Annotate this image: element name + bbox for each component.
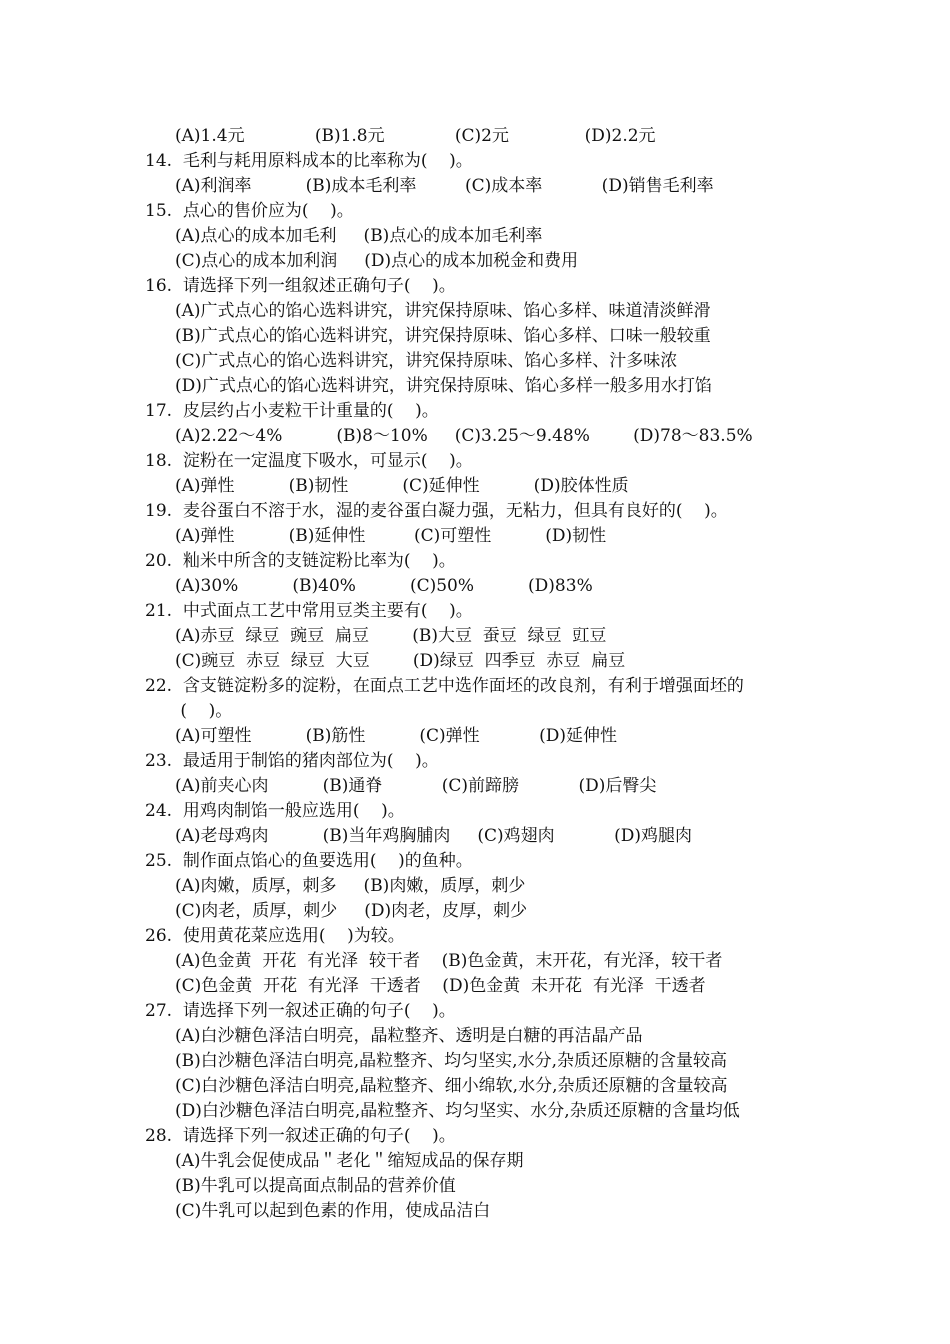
option-line: (D)广式点心的馅心选料讲究，讲究保持原味、馅心多样一般多用水打馅 (175, 376, 712, 396)
option-line: (C)牛乳可以起到色素的作用，使成品洁白 (175, 1201, 491, 1221)
option-line: (B)牛乳可以提高面点制品的营养价值 (175, 1176, 456, 1196)
option-line: (C)豌豆 赤豆 绿豆 大豆 (D)绿豆 四季豆 赤豆 扁豆 (175, 651, 626, 671)
question-line: 16. 请选择下列一组叙述正确句子( )。 (145, 276, 456, 296)
option-line: (A)牛乳会促使成品＂老化＂缩短成品的保存期 (175, 1151, 524, 1171)
option-line: (A)前夹心肉 (B)通脊 (C)前蹄膀 (D)后臀尖 (175, 776, 657, 796)
question-line: 24. 用鸡肉制馅一般应选用( )。 (145, 801, 405, 821)
option-line: (A)白沙糖色泽洁白明亮，晶粒整齐、透明是白糖的再洁晶产品 (175, 1026, 643, 1046)
option-line: (C)肉老，质厚，刺少 (D)肉老，皮厚，刺少 (175, 901, 528, 921)
option-line: (A)30% (B)40% (C)50% (D)83% (175, 576, 593, 596)
option-line: (A)弹性 (B)延伸性 (C)可塑性 (D)韧性 (175, 526, 607, 546)
option-line: (A)利润率 (B)成本毛利率 (C)成本率 (D)销售毛利率 (175, 176, 714, 196)
option-line: (A)老母鸡肉 (B)当年鸡胸脯肉 (C)鸡翅肉 (D)鸡腿肉 (175, 826, 692, 846)
option-line: (B)广式点心的馅心选料讲究，讲究保持原味、馅心多样、口味一般较重 (175, 326, 711, 346)
question-line: 21. 中式面点工艺中常用豆类主要有( )。 (145, 601, 473, 621)
question-line: 23. 最适用于制馅的猪肉部位为( )。 (145, 751, 439, 771)
option-line: (C)色金黄 开花 有光泽 干透者 (D)色金黄 未开花 有光泽 干透者 (175, 976, 706, 996)
question-line: 25. 制作面点馅心的鱼要选用( )的鱼种。 (145, 851, 473, 871)
option-line: (A)肉嫩，质厚，刺多 (B)肉嫩，质厚，刺少 (175, 876, 526, 896)
option-line: (D)白沙糖色泽洁白明亮,晶粒整齐、均匀坚实、水分,杂质还原糖的含量均低 (175, 1101, 740, 1121)
option-line: (A)1.4元 (B)1.8元 (C)2元 (D)2.2元 (175, 126, 656, 146)
option-line: (A)赤豆 绿豆 豌豆 扁豆 (B)大豆 蚕豆 绿豆 豇豆 (175, 626, 607, 646)
option-line: (A)广式点心的馅心选料讲究，讲究保持原味、馅心多样、味道清淡鲜滑 (175, 301, 711, 321)
question-line: 17. 皮层约占小麦粒干计重量的( )。 (145, 401, 439, 421)
question-line: 27. 请选择下列一叙述正确的句子( )。 (145, 1001, 456, 1021)
option-line: ( )。 (175, 701, 233, 721)
option-line: (A)弹性 (B)韧性 (C)延伸性 (D)胶体性质 (175, 476, 629, 496)
option-line: (A)可塑性 (B)筋性 (C)弹性 (D)延伸性 (175, 726, 617, 746)
option-line: (C)广式点心的馅心选料讲究，讲究保持原味、馅心多样、汁多味浓 (175, 351, 678, 371)
question-line: 26. 使用黄花菜应选用( )为较。 (145, 926, 405, 946)
question-line: 18. 淀粉在一定温度下吸水，可显示( )。 (145, 451, 473, 471)
option-line: (A)色金黄 开花 有光泽 较干者 (B)色金黄，末开花，有光泽，较干者 (175, 951, 723, 971)
option-line: (B)白沙糖色泽洁白明亮,晶粒整齐、均匀坚实,水分,杂质还原糖的含量较高 (175, 1051, 727, 1071)
question-line: 15. 点心的售价应为( )。 (145, 201, 354, 221)
question-line: 19. 麦谷蛋白不溶于水，湿的麦谷蛋白凝力强，无粘力，但具有良好的( )。 (145, 501, 728, 521)
question-line: 28. 请选择下列一叙述正确的句子( )。 (145, 1126, 456, 1146)
option-line: (C)白沙糖色泽洁白明亮,晶粒整齐、细小绵软,水分,杂质还原糖的含量较高 (175, 1076, 728, 1096)
option-line: (C)点心的成本加利润 (D)点心的成本加税金和费用 (175, 251, 579, 271)
option-line: (A)点心的成本加毛利 (B)点心的成本加毛利率 (175, 226, 543, 246)
option-line: (A)2.22～4% (B)8～10% (C)3.25～9.48% (D)78～83.5% (175, 426, 753, 446)
question-line: 14. 毛利与耗用原料成本的比率称为( )。 (145, 151, 473, 171)
question-line: 22. 含支链淀粉多的淀粉，在面点工艺中选作面坯的改良剂，有利于增强面坯的 (145, 676, 744, 696)
question-line: 20. 籼米中所含的支链淀粉比率为( )。 (145, 551, 456, 571)
